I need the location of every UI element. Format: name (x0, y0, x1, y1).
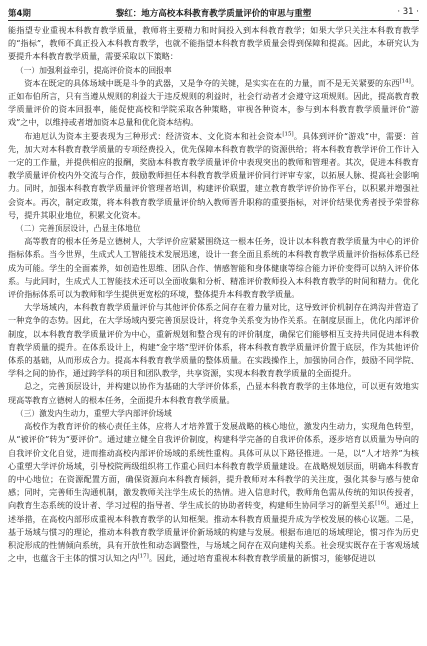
paragraph: 大学场域内，本科教育教学质量评价与其他评价体系之间存在着力量对比，这导致评价机制存在鸿沟并营造了一种竞争的态势。因此，在大学场域内要完善顶层设计，将竞争关系变为协作关系。在制度层面上，优化内部评价制度，以本科教育教学质量评价为中心，重新规划和整合现有的评价制度，确保它们能够相互支持共同促进本科教育教学质量的提升。在体系设计上，构建“金字塔”型评价体系，将本科教育教学质量评价置于底层，作为其他评价体系的基础，从而形成合力。提高本科教育教学质量的整体质量。在实践操作上，加强协同合作，鼓励不同学院、学科之间的协作，通过跨学科的项目和团队教学，共享资源，实现本科教育教学质量的全面提升。 (8, 302, 419, 379)
paragraph: 布迪厄认为资本主要表现为三种形式：经济资本、文化资本和社会资本[15]。具体到评价“游戏”中，需要：首先，加大对本科教育教学质量的专项经费投入，优先保障本科教育教学的资源供给；将本科教育教学评价工作计入一定的工作量，并提供相应的报酬，奖励本科教育教学质量评价中表现突出的教师和管理者。其次，促进本科教育教学质量评价校内外交流与合作，鼓励教师担任本科教育教学质量评价同行评审专家，以拓展人脉、提高社会影响力。同时，加强本科教育教学质量评价管理者培训，构建评价联盟，建立教育教学评价协作平台，以积累并增强社会资本。再次，制定政策，将本科教育教学质量评价纳入教师晋升职称的重要指标，对评价结果优秀者授予荣誉称号，提升其职业地位，积累文化资本。 (8, 130, 419, 220)
section-heading: （一）加强利益牵引，提高评价资本的回报率 (15, 65, 172, 75)
paragraph: 高校作为教育评价的核心责任主体，应将人才培养置于发展战略的核心地位，激发内生动力，实现角色转型，从“被评价”转为“要评价”。通过建立健全自我评价制度，构建科学完备的自我评价体系，逐步培育以质量为导向的自我评价文化自觉，进而推动高校内部评价场域的系统性重构。具体可从以下路径推进。一是，以“人才培养”为核心重塑大学评价场域，引导校院两级组织将工作重心回归本科教育教学质量建设。在战略规划层面，明确本科教育的中心地位；在资源配置方面，确保资源向本科教育倾斜，提升教师对本科教学的关注度，强化其参与感与使命感；同时，完善师生沟通机制，激发教师关注学生成长的热情。进入信息时代，教师角色需从传统的知识传授者，向教育生态系统的设计者、学习过程的指导者、学生成长的协助者转变，构建师生协同学习的新型关系[16]。通过上述举措，在高校内部形成重视本科教育教学的认知框架。推动本科教育质量提升成为学校发展的核心议题。二是，基于场域与惯习的理论，推动本科教育教学质量评价新场域的构建与发展。根据布迪厄的场域理论，惯习作为历史积淀形成的性情倾向系统，具有开放性和动态调整性，与场域之间存在双向建构关系。社会现实既存在于客观场域之中，也蕴含于主体的惯习认知之内[17]。因此，通过培育重视本科教育教学质量的新惯习，能够促进以 (8, 421, 419, 564)
running-title: 黎红：地方高校本科教育教学质量评价的审思与重塑 (115, 9, 312, 19)
paragraph: 总之，完善顶层设计，并构建以协作为基础的大学评价体系，凸显本科教育教学的主体地位，可以更有效地实现高等教育立德树人的根本任务，全面提升本科教育教学质量。 (8, 381, 419, 405)
section-heading: （三）激发内生动力，重塑大学内部评价场域 (15, 408, 172, 418)
running-header (8, 6, 419, 21)
section-heading: （二）完善顶层设计，凸显主体地位 (15, 224, 141, 234)
page-number: · 31 · (397, 7, 419, 17)
paragraph: 高等教育的根本任务是立德树人，大学评价应紧紧围绕这一根本任务，设计以本科教育教学质量为中心的评价指标体系。当今世界，生成式人工智能技术发展迅速，设计一套全面且系统的本科教育教学质量评价指标体系已经成为可能。学生的全面素养，如创造性思维、团队合作、情感智能和身体健康等综合能力评价变得可以纳入评价体系。与此同时，生成式人工智能技术还可以全面收集和分析、精准评价教师投入本科教育教学的时间和精力。优化评价指标体系可以为教师和学生提供更宽松的环境，整体提升本科教育教学质量。 (8, 236, 419, 300)
article-body (8, 24, 419, 642)
issue-label: 第4期 (8, 9, 31, 19)
paragraph: 资本在既定的具体场域中既是斗争的武器，又是争夺的关键，是实实在在的力量，而不是无关紧要的东西[14]。正如布伯所言，只有当遵从规则的利益大于违反规则的利益时，社会行动者才会遵守这项规则。因此，提高教育教学质量评价的资本回报率，能促使高校和学院采取各种策略，审视各种资本，参与到本科教育教学质量评价“游戏”之中，以维持或者增加资本总量和优化资本结构。 (8, 77, 419, 128)
paragraph: 能指望专业重视本科教育教学质量，教师将主要精力和时间投入到本科教育教学；如果大学只关注本科教育教学的“指标”，教师不真正投入本科教育教学，也就不能指望本科教育教学质量会得到保障和提高。因此，本研究认为要提升本科教育教学质量，需要采取以下策略： (8, 25, 419, 62)
